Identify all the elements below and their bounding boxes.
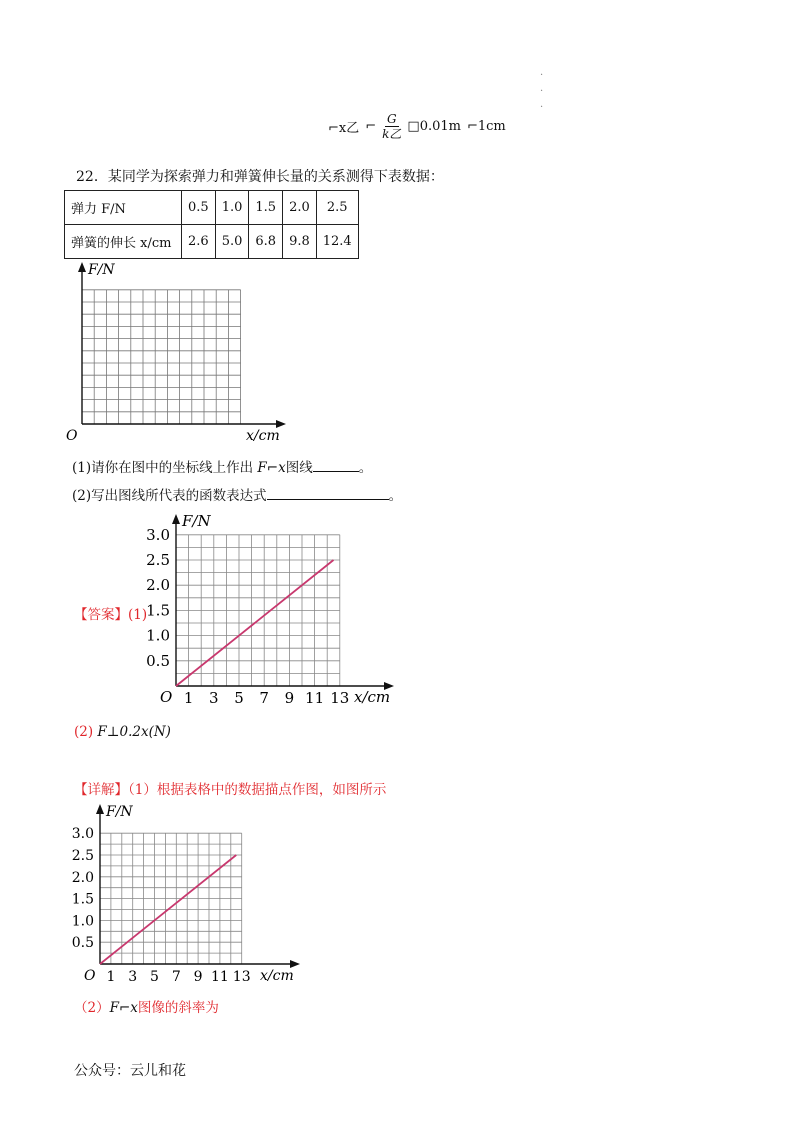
- table-cell: 9.8: [283, 225, 317, 259]
- answer-blank[interactable]: [313, 457, 359, 472]
- origin-label: O: [66, 428, 78, 444]
- table-cell: 2.5: [316, 191, 358, 225]
- x-tick-label: 11: [305, 689, 325, 707]
- formula-sep: ⌐: [365, 119, 377, 134]
- x-axis-label: x/cm: [246, 428, 280, 444]
- expr-f-x: F⌐x: [257, 460, 286, 476]
- y-axis-arrow: [78, 262, 86, 272]
- y-tick-label: 1.5: [71, 891, 94, 908]
- table-cell: 1.5: [249, 191, 283, 225]
- table-cell: 5.0: [215, 225, 249, 259]
- y-axis-label: F/N: [88, 262, 115, 278]
- x-tick-label: 9: [284, 689, 295, 707]
- x-axis-label: x/cm: [260, 968, 294, 984]
- y-axis-arrow: [96, 804, 104, 814]
- table-cell-label: 弹簧的伸长 x/cm: [65, 225, 182, 259]
- table-cell: 2.6: [182, 225, 216, 259]
- x-tick-label: 13: [330, 689, 350, 707]
- x-tick-label: 9: [193, 969, 203, 985]
- x-tick-label: 11: [210, 969, 229, 985]
- table-row: [65, 225, 359, 259]
- detail-line-2: （2）F⌐x图像的斜率为: [74, 1000, 219, 1016]
- x-tick-label: 1: [106, 969, 116, 985]
- y-tick-label: 0.5: [146, 651, 170, 670]
- table-cell: 12.4: [316, 225, 358, 259]
- table-cell: 2.0: [283, 191, 317, 225]
- y-tick-label: 2.0: [71, 869, 94, 886]
- detail-label: 【详解】: [74, 782, 128, 798]
- formula-result: ⌐1cm: [466, 119, 506, 134]
- previous-answer-formula: [328, 112, 506, 141]
- y-tick-label: 2.5: [71, 848, 94, 864]
- origin-label: O: [160, 688, 173, 706]
- answer-blank[interactable]: [267, 485, 389, 500]
- y-axis-label: F/N: [182, 512, 211, 530]
- formula-numerator: G: [386, 112, 397, 126]
- decorative-dots: · · ·: [540, 70, 544, 113]
- x-tick-label: 3: [209, 689, 219, 707]
- table-row: [65, 191, 359, 225]
- answer-expression: F⊥0.2x(N): [97, 724, 171, 740]
- y-tick-label: 0.5: [71, 935, 94, 952]
- y-tick-label: 3.0: [71, 826, 94, 843]
- x-tick-label: 5: [150, 969, 159, 985]
- answer-chart: [142, 510, 402, 710]
- y-tick-label: 2.0: [146, 576, 170, 595]
- answer-part-2: (2) F⊥0.2x(N): [74, 724, 171, 740]
- x-axis-arrow: [276, 420, 286, 428]
- sub-question-1: (1)请你在图中的坐标线上作出 F⌐x图线 。: [72, 456, 372, 476]
- y-tick-label: 1.0: [71, 913, 94, 930]
- x-tick-label: 7: [171, 969, 181, 985]
- table-cell: 1.0: [215, 191, 249, 225]
- formula-value: □0.01m: [407, 119, 461, 134]
- table-cell-label: 弹力 F/N: [65, 191, 182, 225]
- formula-denominator: k乙: [382, 127, 402, 141]
- table-cell: 6.8: [249, 225, 283, 259]
- x-tick-label: 1: [183, 689, 194, 707]
- data-table: [64, 190, 359, 259]
- x-tick-label: 7: [259, 689, 269, 707]
- blank-coordinate-grid: [60, 258, 300, 448]
- y-tick-label: 1.0: [146, 626, 170, 645]
- y-tick-label: 2.5: [146, 551, 170, 569]
- y-tick-label: 3.0: [146, 525, 170, 544]
- sub-question-2: (2)写出图线所代表的函数表达式 。: [72, 484, 402, 504]
- answer-label: 【答案】(1): [74, 607, 148, 623]
- formula-fraction: [382, 112, 401, 141]
- y-axis-arrow: [172, 514, 180, 524]
- question-title: 22．某同学为探索弹力和弹簧伸长量的关系测得下表数据：: [76, 169, 444, 185]
- x-axis-arrow: [290, 960, 300, 968]
- footer-text: 公众号：云儿和花: [74, 1063, 186, 1079]
- y-axis-label: F/N: [106, 804, 133, 820]
- origin-label: O: [84, 968, 96, 984]
- x-tick-label: 5: [234, 689, 244, 707]
- table-cell: 0.5: [182, 191, 216, 225]
- y-tick-label: 1.5: [146, 601, 170, 620]
- x-tick-label: 13: [232, 969, 251, 985]
- detail-chart: [68, 800, 308, 985]
- x-axis-label: x/cm: [354, 688, 391, 706]
- formula-prefix: ⌐x乙: [328, 121, 360, 136]
- detail-line-1: 【详解】（1）根据表格中的数据描点作图，如图所示: [74, 782, 387, 798]
- x-tick-label: 3: [128, 969, 138, 985]
